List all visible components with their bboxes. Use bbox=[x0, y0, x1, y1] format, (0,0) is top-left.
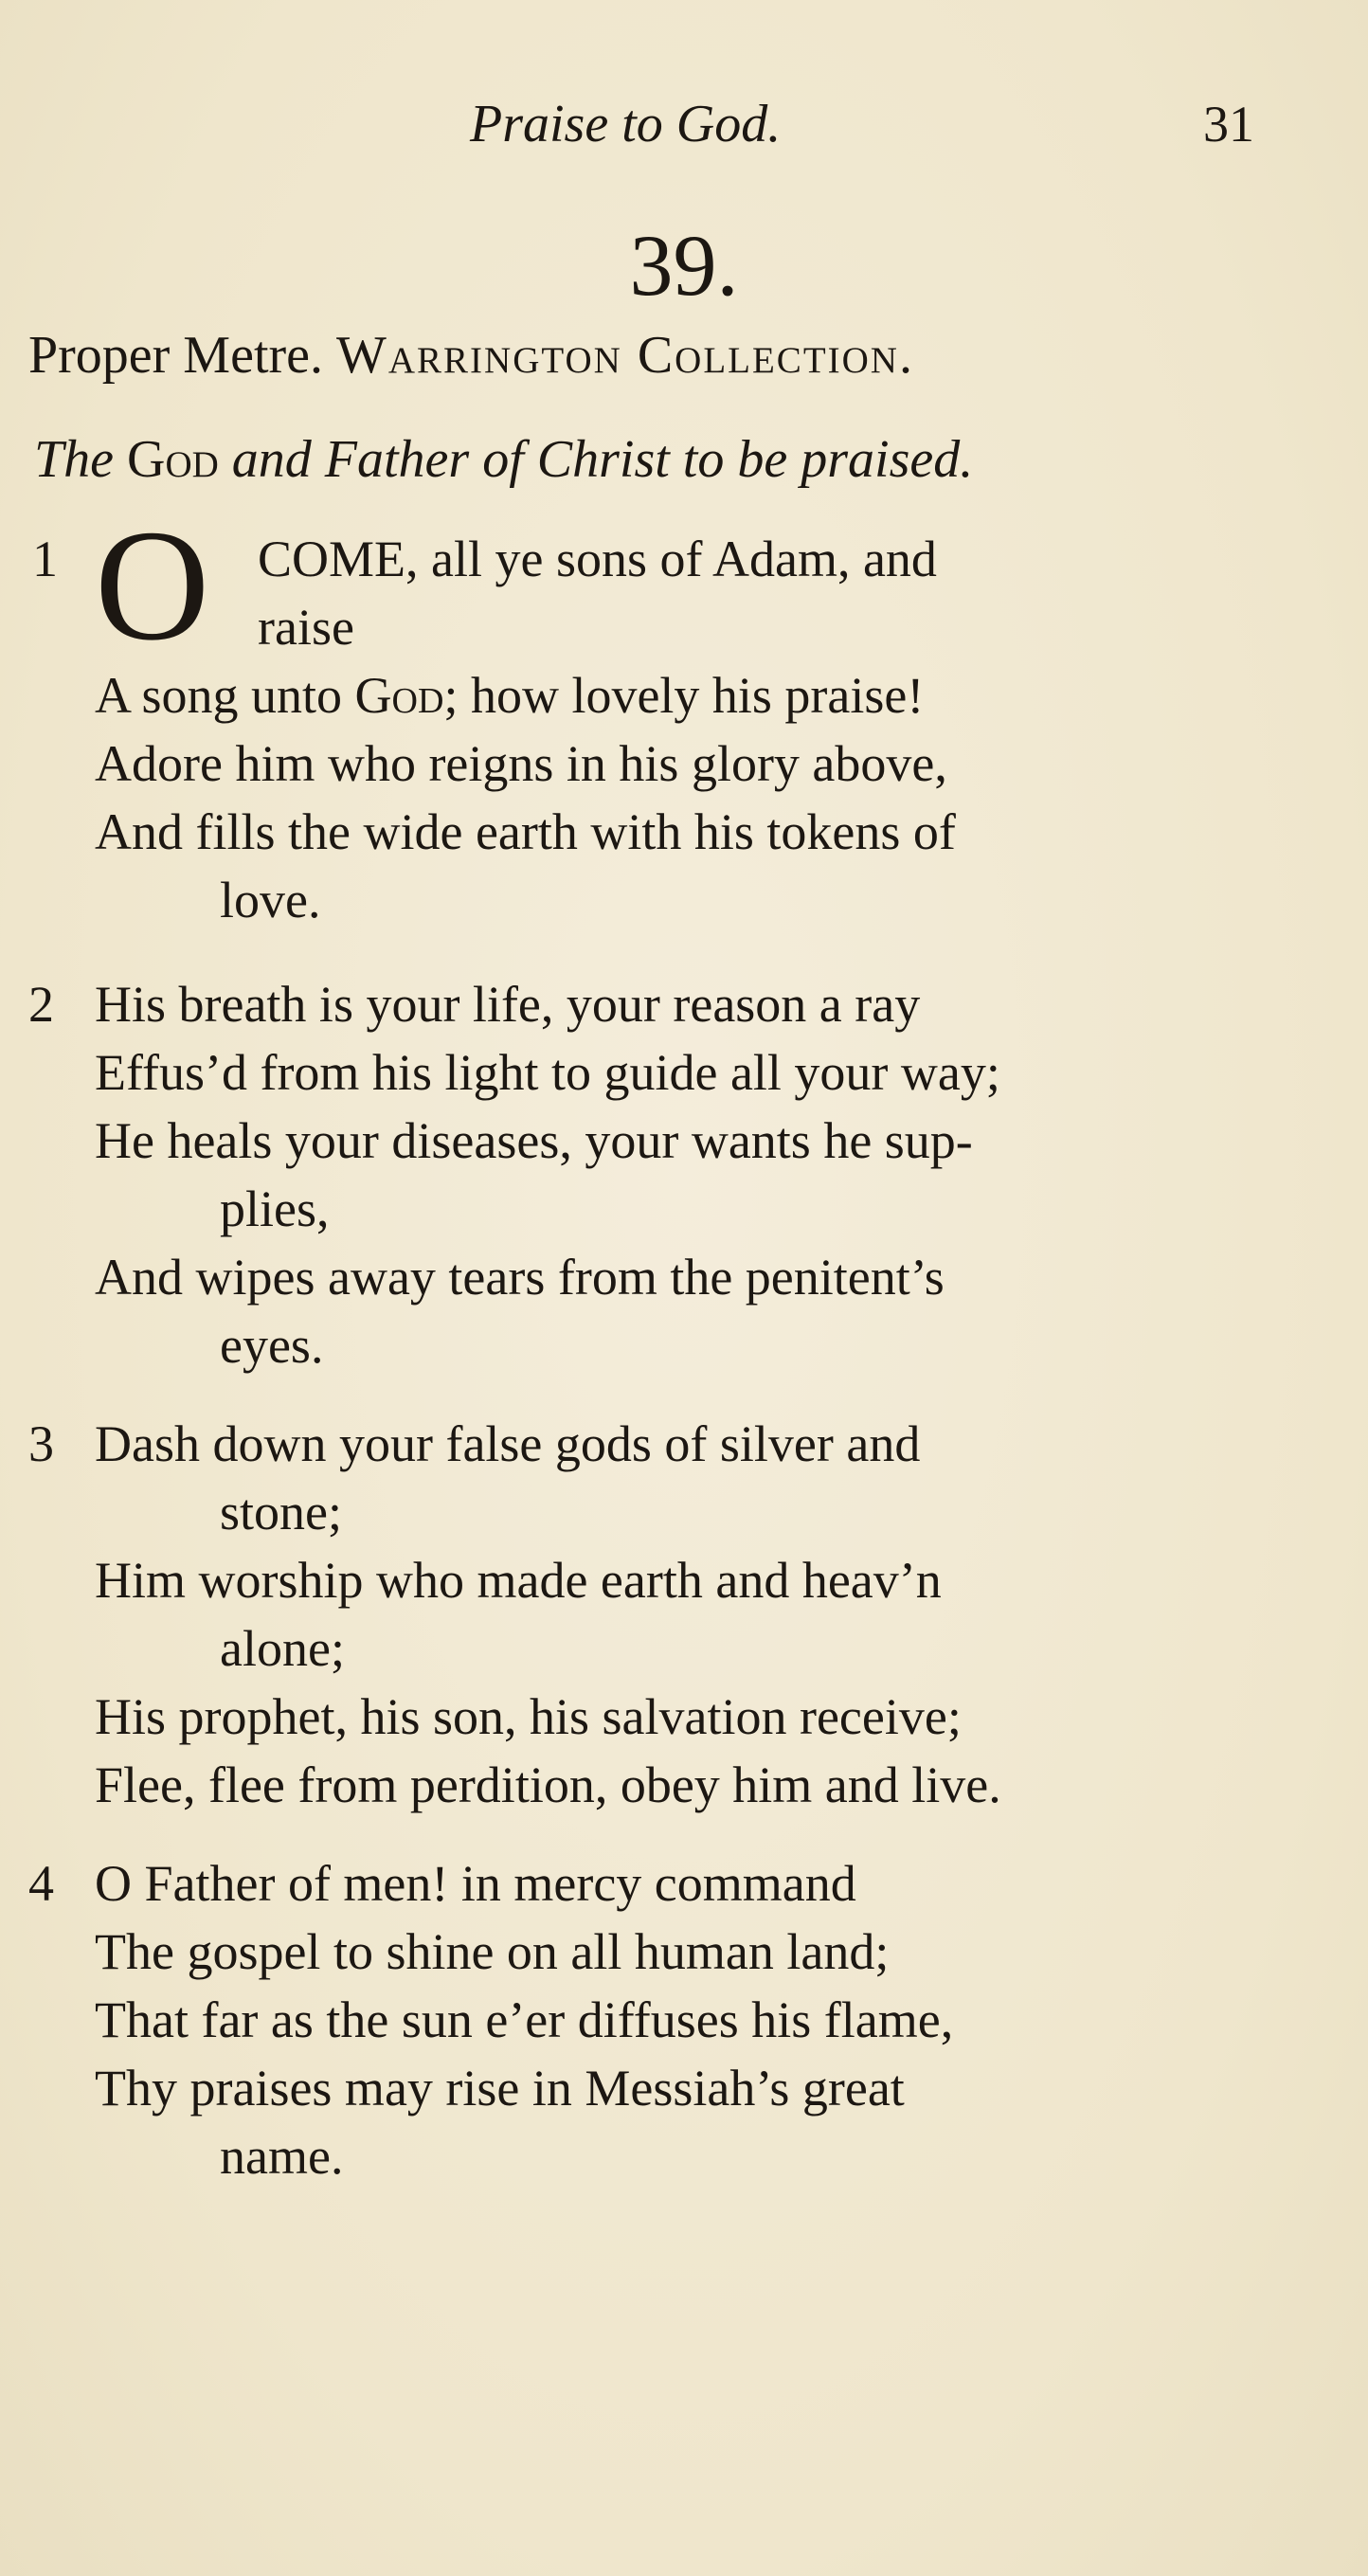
running-head bbox=[0, 91, 1368, 157]
metre-line bbox=[28, 327, 914, 384]
verse-line: His prophet, his son, his salvation receive; bbox=[95, 1688, 962, 1745]
drop-cap: O bbox=[95, 497, 210, 674]
subtitle-part-2: and Father of Christ to be praised. bbox=[231, 430, 974, 489]
verse-line: His breath is your life, your reason a ray bbox=[95, 976, 921, 1033]
verse-line: That far as the sun e’er diffuses his flame, bbox=[95, 1991, 954, 2048]
verse-line: love. bbox=[220, 872, 321, 928]
running-head-title: Praise to God. bbox=[470, 95, 782, 153]
verse-line: Effus’d from his light to guide all your way; bbox=[95, 1044, 1000, 1101]
verse-line: And fills the wide earth with his tokens of bbox=[95, 803, 956, 860]
verse-number: 1 bbox=[32, 531, 58, 587]
verse-line-part: ; how lovely his praise! bbox=[443, 667, 925, 724]
verse-line: eyes. bbox=[220, 1317, 324, 1374]
verse-line: Adore him who reigns in his glory above, bbox=[95, 735, 947, 792]
verse-line: Thy praises may rise in Messiah’s great bbox=[95, 2060, 905, 2117]
verse-line: And wipes away tears from the penitent’s bbox=[95, 1249, 945, 1306]
subtitle-god: God bbox=[127, 430, 219, 489]
verse-line: Flee, flee from perdition, obey him and live. bbox=[95, 1756, 1001, 1813]
verse-line bbox=[95, 667, 924, 724]
verse-number: 4 bbox=[28, 1855, 54, 1912]
hymn-subtitle bbox=[34, 431, 973, 488]
verse-number: 2 bbox=[28, 976, 54, 1033]
verse-line-god: God bbox=[354, 667, 444, 724]
hymn-number: 39. bbox=[629, 217, 739, 314]
verse-line: He heals your diseases, your wants he sup- bbox=[95, 1112, 973, 1169]
verse-line-part: A song unto bbox=[95, 667, 355, 724]
verse-line: stone; bbox=[220, 1484, 342, 1540]
subtitle-part-1: The bbox=[34, 430, 114, 489]
verse-line: Dash down your false gods of silver and bbox=[95, 1415, 921, 1472]
verse-line: raise bbox=[258, 599, 354, 656]
verse-line: plies, bbox=[220, 1180, 330, 1237]
verse-line: name. bbox=[220, 2128, 344, 2185]
metre-label: Proper Metre. bbox=[28, 326, 324, 385]
verse-line: The gospel to shine on all human land; bbox=[95, 1923, 890, 1980]
collection-name: Warrington Collection. bbox=[336, 326, 914, 385]
page-number: 31 bbox=[1203, 96, 1254, 153]
verse-line: COME, all ye sons of Adam, and bbox=[258, 531, 937, 587]
verse-line: alone; bbox=[220, 1620, 345, 1677]
verse-line: O Father of men! in mercy command bbox=[95, 1855, 856, 1912]
verse-number: 3 bbox=[28, 1415, 54, 1472]
verse-line: Him worship who made earth and heav’n bbox=[95, 1552, 942, 1609]
